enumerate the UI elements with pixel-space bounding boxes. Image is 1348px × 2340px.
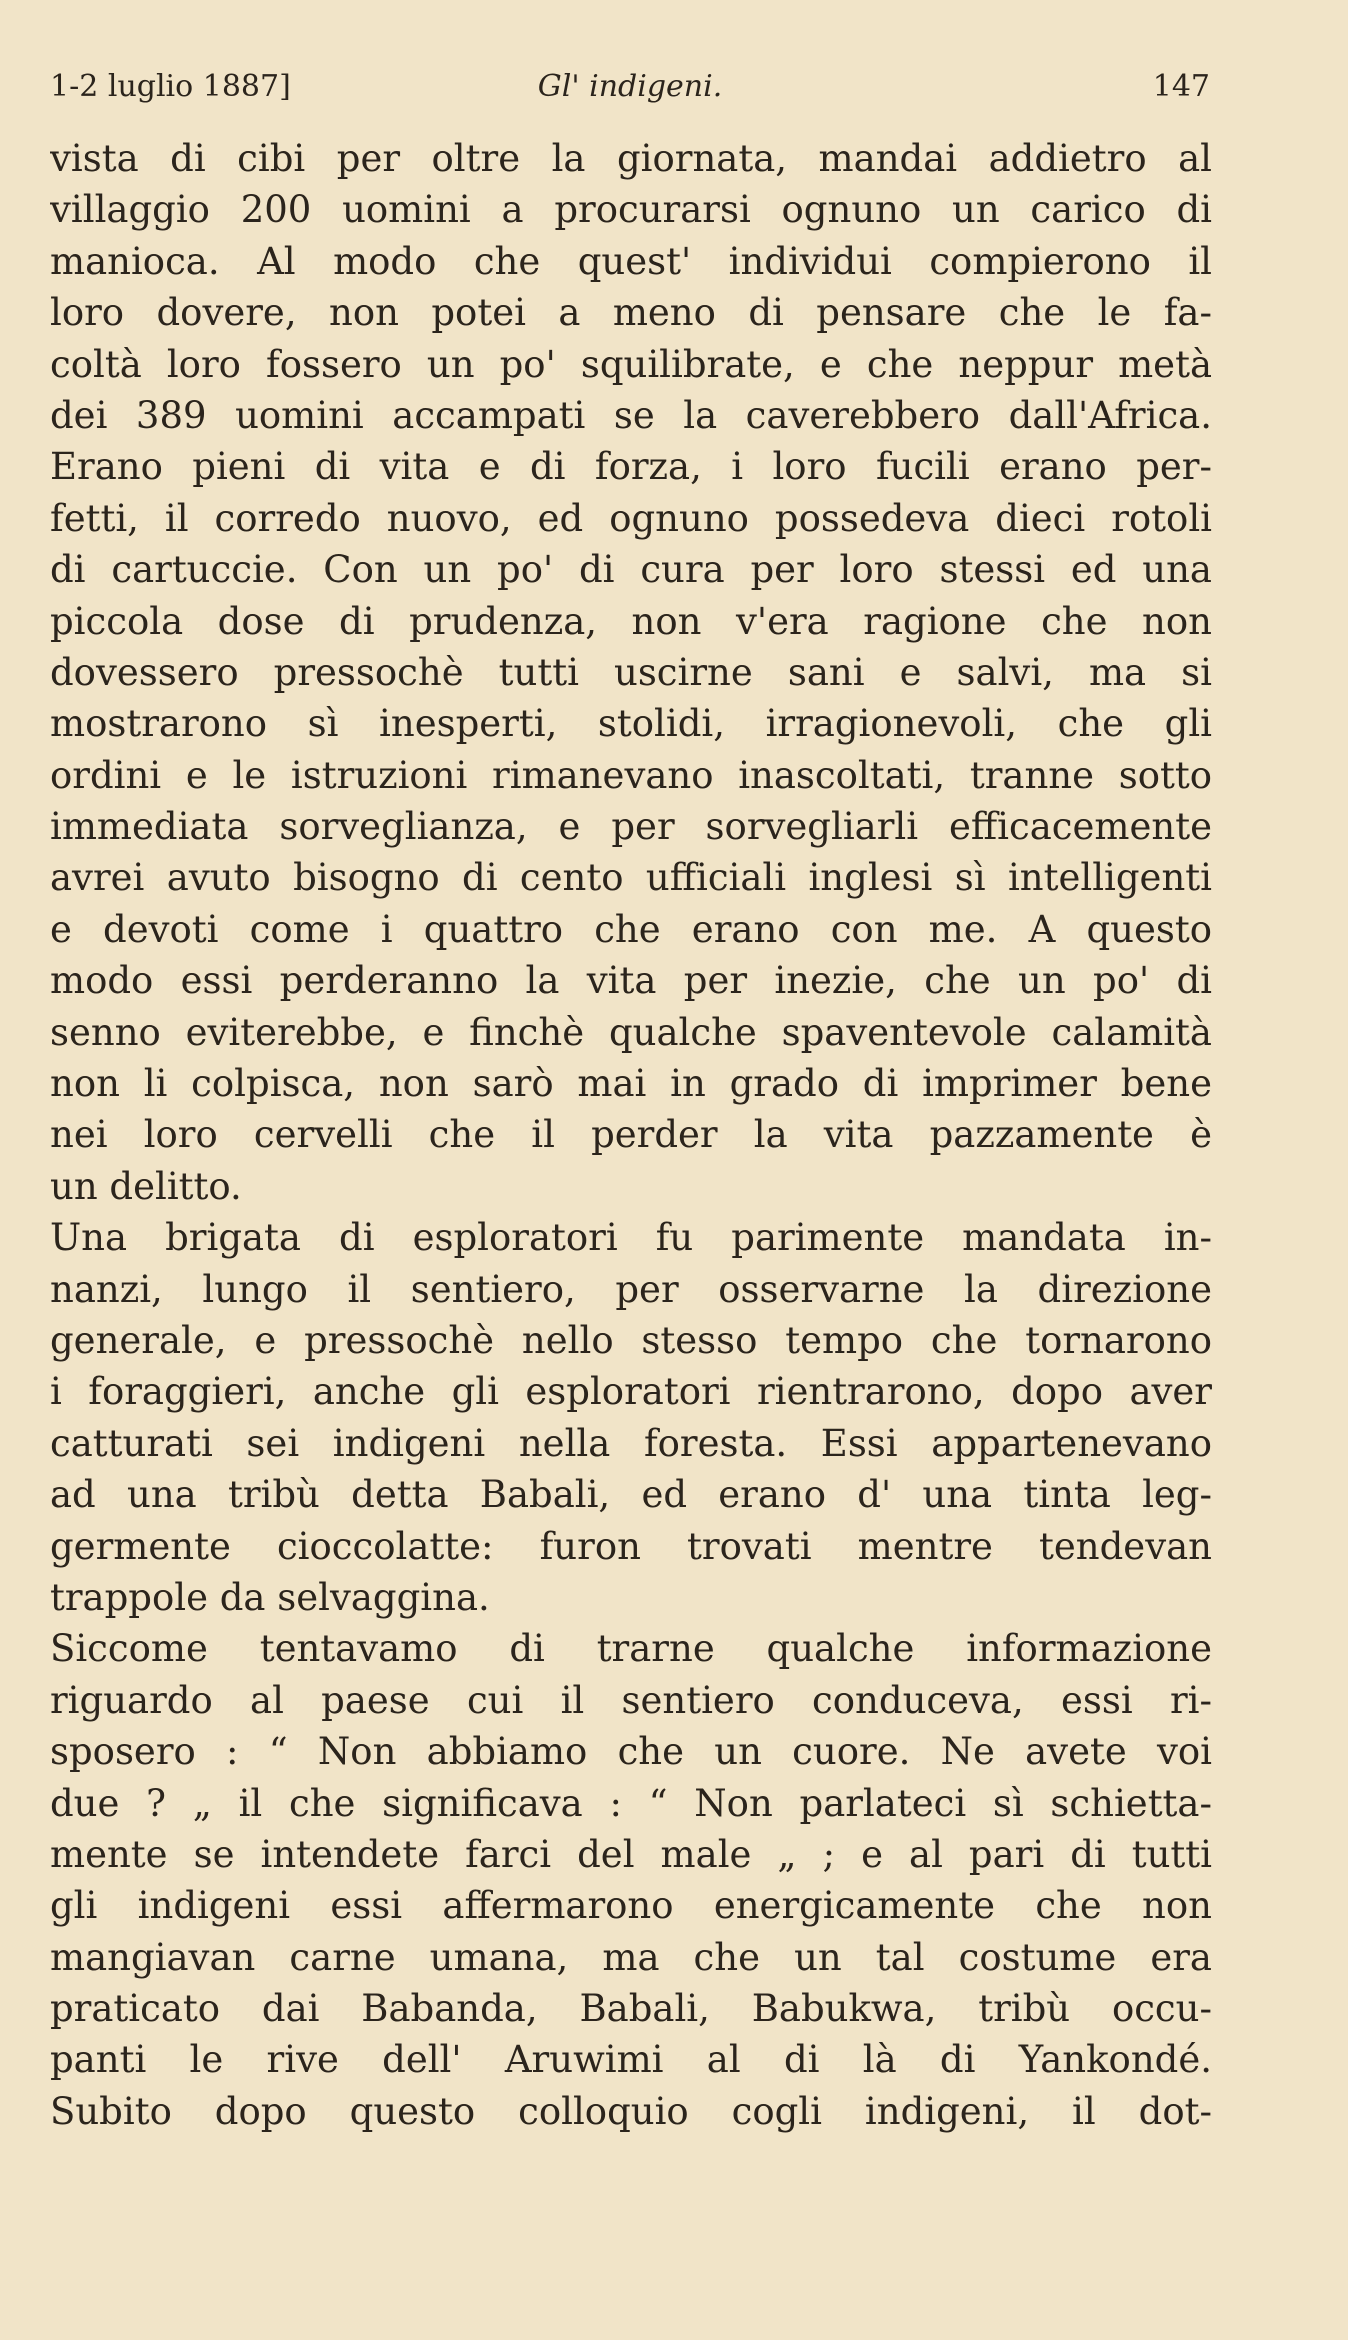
text-line: avrei avuto bisogno di cento ufficiali inglesi sì intelligenti (50, 856, 1212, 900)
text-line: catturati sei indigeni nella foresta. Essi appartenevano (50, 1421, 1212, 1465)
text-line: modo essi perderanno la vita per inezie, che un po' di (50, 959, 1212, 1003)
text-line: Una brigata di esploratori fu parimente mandata in- (50, 1216, 1212, 1260)
text-line: dovessero pressochè tutti uscirne sani e salvi, ma si (50, 650, 1212, 694)
text-line: trappole da selvaggina. (50, 1575, 490, 1619)
text-line: fetti, il corredo nuovo, ed ognuno possedeva dieci rotoli (50, 496, 1212, 540)
text-line: senno eviterebbe, e finchè qualche spaventevole calamità (50, 1010, 1212, 1054)
text-line: generale, e pressochè nello stesso tempo che tornarono (50, 1318, 1212, 1362)
text-line: non li colpisca, non sarò mai in grado di imprimer bene (50, 1062, 1212, 1106)
text-line: mente se intendete farci del male „ ; e al pari di tutti (50, 1832, 1212, 1876)
text-line: Subito dopo questo colloquio cogli indigeni, il dot- (50, 2089, 1212, 2133)
text-line: mostrarono sì inesperti, stolidi, irragionevoli, che gli (50, 702, 1212, 746)
text-line: e devoti come i quattro che erano con me. A questo (50, 907, 1212, 951)
text-line: loro dovere, non potei a meno di pensare che le fa- (50, 291, 1212, 335)
text-line: i foraggieri, anche gli esploratori rientrarono, dopo aver (50, 1370, 1212, 1414)
header-chapter-title: Gl' indigeni. (537, 69, 723, 104)
text-line: nei loro cervelli che il perder la vita pazzamente è (50, 1113, 1212, 1157)
text-line: di cartuccie. Con un po' di cura per loro stessi ed una (50, 548, 1212, 592)
text-line: un delitto. (50, 1164, 242, 1208)
text-line: coltà loro fossero un po' squilibrate, e che neppur metà (50, 342, 1212, 386)
text-line: due ? „ il che significava : “ Non parlateci sì schietta- (50, 1781, 1212, 1825)
text-line: germente cioccolatte: furon trovati mentre tendevan (50, 1524, 1212, 1568)
text-line: villaggio 200 uomini a procurarsi ognuno un carico di (50, 188, 1212, 232)
page-number: 147 (1152, 69, 1210, 104)
text-line: vista di cibi per oltre la giornata, mandai addietro al (50, 137, 1212, 180)
text-line: nanzi, lungo il sentiero, per osservarne la direzione (50, 1267, 1212, 1311)
text-line: riguardo al paese cui il sentiero conduceva, essi ri- (50, 1678, 1212, 1722)
text-line: ordini e le istruzioni rimanevano inascoltati, tranne sotto (50, 753, 1212, 797)
text-line: ad una tribù detta Babali, ed erano d' una tinta leg- (50, 1473, 1212, 1517)
text-line: piccola dose di prudenza, non v'era ragione che non (50, 599, 1212, 643)
text-line: dei 389 uomini accampati se la caverebbero dall'Africa. (50, 393, 1212, 437)
text-line: gli indigeni essi affermarono energicamente che non (50, 1884, 1212, 1928)
text-line: Siccome tentavamo di trarne qualche informazione (50, 1627, 1212, 1671)
text-line: Erano pieni di vita e di forza, i loro fucili erano per- (50, 445, 1212, 489)
running-head (50, 62, 1210, 112)
text-line: manioca. Al modo che quest' individui compierono il (50, 239, 1212, 283)
text-line: sposero : “ Non abbiamo che un cuore. Ne avete voi (50, 1730, 1212, 1774)
text-line: mangiavan carne umana, ma che un tal costume era (50, 1935, 1212, 1979)
text-line: immediata sorveglianza, e per sorvegliarli efficacemente (50, 805, 1212, 849)
text-line: panti le rive dell' Aruwimi al di là di Yankondé. (50, 2038, 1212, 2082)
header-date: 1-2 luglio 1887] (50, 69, 291, 104)
text-line: praticato dai Babanda, Babali, Babukwa, tribù occu- (50, 1987, 1212, 2031)
body-text (50, 133, 1212, 2137)
